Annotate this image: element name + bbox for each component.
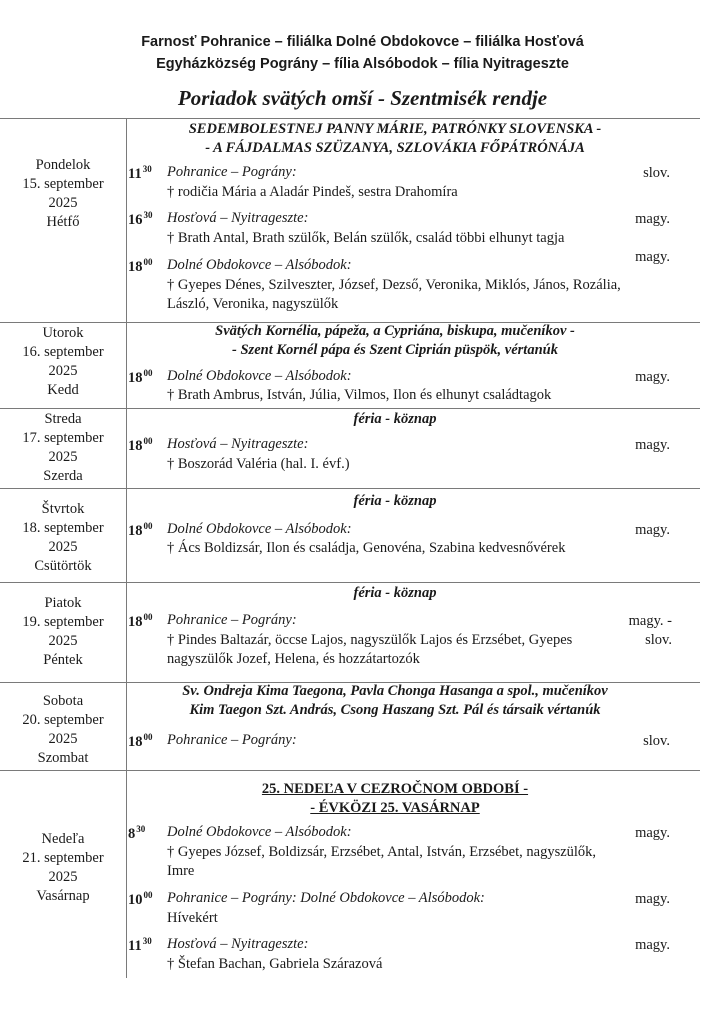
feast-title xyxy=(160,780,630,818)
mass-location: Pohranice – Pográny: xyxy=(167,612,297,628)
mass-language: magy. - slov. xyxy=(628,613,672,648)
column-divider xyxy=(126,322,127,408)
mass-time: $18^{00}$ xyxy=(128,436,153,454)
mass-time: $18^{00}$ xyxy=(128,521,153,539)
day-name-hu: Péntek xyxy=(43,652,83,668)
mass-time: $18^{00}$ xyxy=(128,612,153,630)
year: 2025 xyxy=(48,449,78,465)
feast-line: féria - köznap xyxy=(353,493,437,509)
row-divider xyxy=(0,582,700,583)
year: 2025 xyxy=(48,195,78,211)
mass-language: magy. xyxy=(635,522,670,538)
column-divider xyxy=(126,770,127,978)
day-name-sk: Nedeľa xyxy=(41,831,85,847)
mass-intention: † Gyepes Dénes, Szilveszter, József, Dezső, Veronika, Miklós, János, Rozália, László, Veronika, nagyszülők xyxy=(167,277,621,312)
date: 18. september xyxy=(22,520,104,536)
day-cell-monday xyxy=(0,156,126,232)
day-name-hu: Csütörtök xyxy=(34,558,92,574)
mass-location: Dolné Obdokovce – Alsóbodok: xyxy=(167,257,352,273)
date: 21. september xyxy=(22,850,104,866)
feast-title xyxy=(160,584,630,603)
mass-time: $8^{30}$ xyxy=(128,824,146,842)
mass-language: magy. xyxy=(635,211,670,227)
day-name-sk: Štvrtok xyxy=(41,501,85,517)
mass-intention: † rodičia Mária a Aladár Pindeš, sestra Drahomíra xyxy=(167,184,458,200)
mass-language: magy. xyxy=(635,825,670,841)
mass-language: magy. xyxy=(635,249,670,265)
year: 2025 xyxy=(48,869,78,885)
day-name-hu: Vasárnap xyxy=(36,888,90,904)
row-divider xyxy=(0,118,700,119)
row-divider xyxy=(0,770,700,771)
day-cell-saturday xyxy=(0,692,126,768)
parish-header-sk: Farnosť Pohranice – filiálka Dolné Obdokovce – filiálka Hosťová xyxy=(141,34,584,50)
date: 15. september xyxy=(22,176,104,192)
date: 16. september xyxy=(22,344,104,360)
day-cell-tuesday xyxy=(0,324,126,400)
feast-line: - ÉVKÖZI 25. VASÁRNAP xyxy=(310,800,480,816)
date: 19. september xyxy=(22,614,104,630)
year: 2025 xyxy=(48,731,78,747)
feast-line: - A FÁJDALMAS SZÜZANYA, SZLOVÁKIA FŐPÁTRÓNÁJA xyxy=(205,140,585,156)
day-name-hu: Hétfő xyxy=(46,214,80,230)
mass-location: Dolné Obdokovce – Alsóbodok: xyxy=(167,824,352,840)
feast-line: féria - köznap xyxy=(353,411,437,427)
mass-location: Pohranice – Pográny: Dolné Obdokovce – Alsóbodok: xyxy=(167,890,485,906)
day-name-sk: Sobota xyxy=(42,693,84,709)
mass-language: slov. xyxy=(643,733,670,749)
mass-time: $18^{00}$ xyxy=(128,368,153,386)
mass-time: $18^{00}$ xyxy=(128,257,153,275)
column-divider xyxy=(126,118,127,322)
row-divider xyxy=(0,408,700,409)
feast-line: féria - köznap xyxy=(353,585,437,601)
mass-location: Pohranice – Pográny: xyxy=(167,164,297,180)
mass-time: $10^{00}$ xyxy=(128,890,153,908)
day-name-sk: Piatok xyxy=(44,595,82,611)
column-divider xyxy=(126,582,127,682)
day-cell-thursday xyxy=(0,500,126,576)
column-divider xyxy=(126,682,127,770)
feast-title xyxy=(160,322,630,360)
page-title: Poriadok svätých omší - Szentmisék rendje xyxy=(177,86,548,110)
day-cell-sunday xyxy=(0,830,126,906)
mass-location: Hosťová – Nyitrageszte: xyxy=(167,436,309,452)
day-name-sk: Pondelok xyxy=(35,157,91,173)
row-divider xyxy=(0,488,700,489)
day-name-sk: Streda xyxy=(44,411,82,427)
day-name-sk: Utorok xyxy=(42,325,84,341)
mass-location: Dolné Obdokovce – Alsóbodok: xyxy=(167,521,352,537)
mass-intention: † Brath Antal, Brath szülők, Belán szülők, család többi elhunyt tagja xyxy=(167,230,565,246)
mass-time: $18^{00}$ xyxy=(128,732,153,750)
feast-line: Sv. Ondreja Kima Taegona, Pavla Chonga Hasanga a spol., mučeníkov xyxy=(182,683,608,699)
mass-intention: † Pindes Baltazár, öccse Lajos, nagyszülők Lajos és Erzsébet, Gyepes nagyszülők Jozef, Helena, és hozzátartozók xyxy=(167,632,573,667)
mass-language: magy. xyxy=(635,437,670,453)
column-divider xyxy=(126,488,127,582)
date: 20. september xyxy=(22,712,104,728)
mass-language: slov. xyxy=(643,165,670,181)
feast-title xyxy=(150,682,640,720)
day-name-hu: Szombat xyxy=(37,750,89,766)
mass-time: $11^{30}$ xyxy=(128,936,152,954)
parish-header-hu: Egyházközség Pográny – fília Alsóbodok – fília Nyitrageszte xyxy=(156,56,569,72)
mass-time: $11^{30}$ xyxy=(128,164,152,182)
day-name-hu: Kedd xyxy=(47,382,79,398)
mass-location: Hosťová – Nyitrageszte: xyxy=(167,936,309,952)
mass-intention: † Štefan Bachan, Gabriela Szárazová xyxy=(167,956,383,972)
mass-intention: † Boszorád Valéria (hal. I. évf.) xyxy=(167,456,350,472)
mass-language: magy. xyxy=(635,369,670,385)
feast-line: Kim Taegon Szt. András, Csong Haszang Szt. Pál és társaik vértanúk xyxy=(189,702,601,718)
mass-intention: Hívekért xyxy=(167,910,218,926)
mass-intention: † Ács Boldizsár, Ilon és családja, Genovéna, Szabina kedvesnővérek xyxy=(167,540,566,556)
mass-language: magy. xyxy=(635,891,670,907)
mass-intention: † Brath Ambrus, István, Júlia, Vilmos, Ilon és elhunyt családtagok xyxy=(167,387,552,403)
year: 2025 xyxy=(48,363,78,379)
feast-line: Svätých Kornélia, pápeža, a Cypriána, biskupa, mučeníkov - xyxy=(215,323,575,339)
mass-location: Pohranice – Pográny: xyxy=(167,732,297,748)
mass-language: magy. xyxy=(635,937,670,953)
year: 2025 xyxy=(48,633,78,649)
day-cell-wednesday xyxy=(0,410,126,486)
day-cell-friday xyxy=(0,594,126,670)
feast-line: - Szent Kornél pápa és Szent Ciprián püspök, vértanúk xyxy=(232,342,558,358)
feast-line: SEDEMBOLESTNEJ PANNY MÁRIE, PATRÓNKY SLOVENSKA - xyxy=(188,121,602,137)
column-divider xyxy=(126,408,127,488)
feast-title xyxy=(160,492,630,511)
mass-location: Dolné Obdokovce – Alsóbodok: xyxy=(167,368,352,384)
year: 2025 xyxy=(48,539,78,555)
mass-time: $16^{30}$ xyxy=(128,210,153,228)
mass-location: Hosťová – Nyitrageszte: xyxy=(167,210,309,226)
day-name-hu: Szerda xyxy=(43,468,83,484)
mass-intention: † Gyepes József, Boldizsár, Erzsébet, Antal, István, Erzsébet, nagyszülők, Imre xyxy=(167,844,597,879)
feast-line: 25. NEDEĽA V CEZROČNOM OBDOBÍ - xyxy=(261,781,529,797)
date: 17. september xyxy=(22,430,104,446)
feast-title xyxy=(160,120,630,158)
feast-title xyxy=(160,410,630,429)
